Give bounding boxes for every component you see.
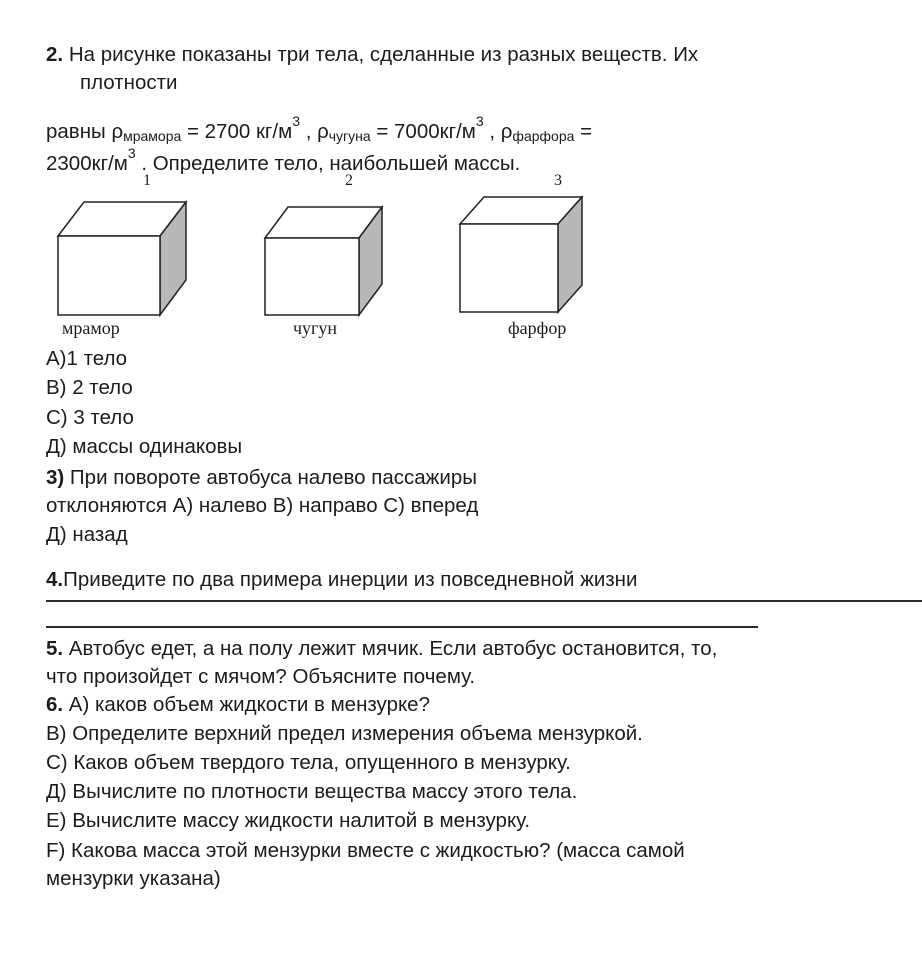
subscript-porcelain: фарфора — [512, 128, 575, 144]
q6-item-c: С) Каков объем твердого тела, опущенного в мензурку. — [46, 751, 571, 774]
q4-text: Приведите по два примера инерции из повседневной жизни — [63, 568, 638, 591]
q6-item-e: Е) Вычислите массу жидкости налитой в мензурку. — [46, 809, 531, 832]
cube-iron — [265, 207, 382, 315]
superscript-3: 3 — [292, 113, 300, 129]
q2-option-b: В) 2 тело — [46, 376, 133, 399]
q4-number: 4. — [46, 568, 64, 591]
q3-line-3: Д) назад — [46, 523, 128, 546]
body-2-number: 2 — [345, 172, 353, 189]
q6-line-1 — [46, 692, 430, 718]
q2-density-prefix: равны ρ — [46, 120, 124, 143]
q5-line-1 — [46, 636, 717, 662]
q6-item-f: F) Какова масса этой мензурки вместе с жидкостью? (масса самой — [46, 839, 685, 862]
q2-text-1: На рисунке показаны три тела, сделанные из разных веществ. Их — [68, 43, 699, 66]
q2-option-c: С) 3 тело — [46, 406, 134, 429]
q6-item-a: А) каков объем жидкости в мензурке? — [63, 693, 430, 716]
body-1-label: мрамор — [62, 318, 120, 338]
superscript-3: 3 — [475, 113, 484, 129]
cube-porcelain — [460, 197, 582, 312]
q6-number: 6. — [46, 693, 64, 716]
q2-number: 2. — [46, 43, 64, 66]
body-2-label: чугун — [293, 318, 338, 338]
body-3-number: 3 — [554, 172, 562, 189]
answer-line-2 — [46, 626, 758, 628]
density-marble-value: = 2700 кг/м — [181, 120, 293, 143]
q6-item-d: Д) Вычислите по плотности вещества массу этого тела. — [46, 780, 578, 803]
density-iron-value: = 7000кг/м — [370, 120, 476, 143]
q5-number: 5. — [46, 637, 64, 660]
q6-item-b: В) Определите верхний предел измерения объема мензуркой. — [46, 722, 643, 745]
q5-line-2: что произойдет с мячом? Объясните почему. — [46, 665, 476, 688]
cubes-figure — [0, 0, 922, 360]
answer-line-1 — [46, 600, 922, 602]
q2-option-d: Д) массы одинаковы — [46, 435, 243, 458]
cube-marble — [58, 202, 186, 315]
q4-line — [46, 567, 637, 593]
body-3-label: фарфор — [508, 318, 567, 338]
q6-item-f-cont: мензурки указана) — [46, 867, 221, 890]
q5-text-1: Автобус едет, а на полу лежит мячик. Если автобус остановится, то, — [63, 637, 718, 660]
q3-text-1: При повороте автобуса налево пассажиры — [64, 466, 477, 489]
separator: , ρ — [300, 120, 329, 143]
q2-option-a: А)1 тело — [46, 347, 128, 370]
q3-number: 3) — [46, 466, 65, 489]
q2-line-2: плотности — [80, 71, 178, 94]
density-porcelain-value: 2300кг/м — [46, 152, 128, 175]
subscript-iron: чугуна — [328, 128, 371, 144]
q2-question: . Определите тело, наибольшей массы. — [135, 152, 521, 175]
q3-line-2: отклоняются А) налево В) направо С) вперед — [46, 494, 479, 517]
superscript-3: 3 — [127, 145, 136, 161]
body-1-number: 1 — [143, 172, 151, 189]
separator: , ρ — [483, 120, 513, 143]
density-porcelain-eq: = — [574, 120, 593, 143]
subscript-marble: мрамора — [123, 128, 182, 144]
q3-line-1 — [46, 465, 477, 491]
